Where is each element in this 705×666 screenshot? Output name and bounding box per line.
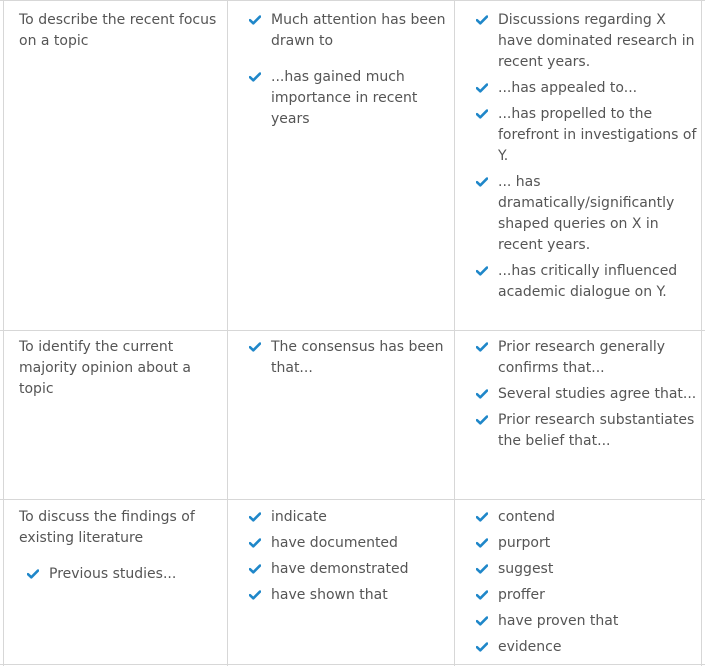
list-item-text: have documented (271, 535, 398, 551)
list-item (49, 564, 224, 585)
checkmark-icon (249, 342, 261, 352)
list-item (271, 559, 451, 580)
table-border-top (0, 0, 705, 1)
list-item (498, 533, 698, 554)
list-item-text: contend (498, 509, 555, 525)
checkmark-icon (476, 109, 488, 119)
col3-list (498, 507, 698, 658)
row-divider-1 (0, 330, 705, 331)
list-item-text: proffer (498, 587, 545, 603)
list-item (498, 337, 698, 379)
list-item (498, 172, 698, 256)
col2-list (271, 507, 451, 606)
list-item-text: ...has gained much importance in recent years (271, 69, 418, 127)
table-border-bottom (0, 664, 705, 665)
list-item-text: ...has critically influenced academic dialogue on Y. (498, 263, 678, 300)
checkmark-icon (476, 15, 488, 25)
checkmark-icon (476, 642, 488, 652)
col2-list (271, 10, 451, 130)
table-border-left (3, 0, 4, 666)
column-divider-1 (227, 0, 228, 666)
checkmark-icon (476, 177, 488, 187)
col3-list (498, 337, 698, 452)
checkmark-icon (476, 590, 488, 600)
checkmark-icon (27, 569, 39, 579)
checkmark-icon (476, 389, 488, 399)
checkmark-icon (249, 72, 261, 82)
checkmark-icon (476, 342, 488, 352)
row-description: To identify the current majority opinion about a topic (19, 339, 191, 397)
checkmark-icon (476, 616, 488, 626)
list-item-text: Previous studies... (49, 566, 177, 582)
list-item (498, 507, 698, 528)
checkmark-icon (249, 15, 261, 25)
list-item-text: ... has dramatically/significantly shaped queries on X in recent years. (498, 174, 675, 253)
row-divider-2 (0, 499, 705, 500)
col3-list (498, 10, 698, 303)
checkmark-icon (249, 538, 261, 548)
list-item (498, 104, 698, 167)
checkmark-icon (476, 512, 488, 522)
list-item (498, 559, 698, 580)
checkmark-icon (249, 590, 261, 600)
col2-list (271, 337, 451, 379)
list-item-text: indicate (271, 509, 327, 525)
list-item-text: ...has propelled to the forefront in investigations of Y. (498, 106, 697, 164)
list-item (271, 507, 451, 528)
checkmark-icon (249, 564, 261, 574)
list-item-text: The consensus has been that... (271, 339, 444, 376)
table-border-right (701, 0, 702, 666)
checkmark-icon (476, 415, 488, 425)
checkmark-icon (476, 266, 488, 276)
row-description: To describe the recent focus on a topic (19, 12, 217, 49)
list-item (271, 10, 451, 52)
description-list (49, 564, 224, 585)
list-item (271, 67, 451, 130)
checkmark-icon (476, 538, 488, 548)
checkmark-icon (476, 564, 488, 574)
list-item (498, 10, 698, 73)
list-item (498, 384, 698, 405)
list-item-text: Discussions regarding X have dominated research in recent years. (498, 12, 695, 70)
list-item-text: Much attention has been drawn to (271, 12, 446, 49)
list-item-text: have proven that (498, 613, 619, 629)
list-item (498, 637, 698, 658)
list-item (271, 585, 451, 606)
checkmark-icon (476, 83, 488, 93)
list-item (271, 533, 451, 554)
list-item (498, 410, 698, 452)
list-item-text: evidence (498, 639, 562, 655)
checkmark-icon (249, 512, 261, 522)
list-item-text: Prior research generally confirms that... (498, 339, 666, 376)
list-item-text: Several studies agree that... (498, 386, 697, 402)
list-item (498, 261, 698, 303)
list-item (271, 337, 451, 379)
list-item (498, 585, 698, 606)
column-divider-2 (454, 0, 455, 666)
list-item-text: have shown that (271, 587, 388, 603)
list-item-text: Prior research substantiates the belief that... (498, 412, 695, 449)
list-item-text: suggest (498, 561, 554, 577)
list-item-text: have demonstrated (271, 561, 409, 577)
list-item-text: ...has appealed to... (498, 80, 638, 96)
row-description: To discuss the findings of existing literature (19, 509, 195, 546)
list-item-text: purport (498, 535, 551, 551)
list-item (498, 611, 698, 632)
list-item (498, 78, 698, 99)
